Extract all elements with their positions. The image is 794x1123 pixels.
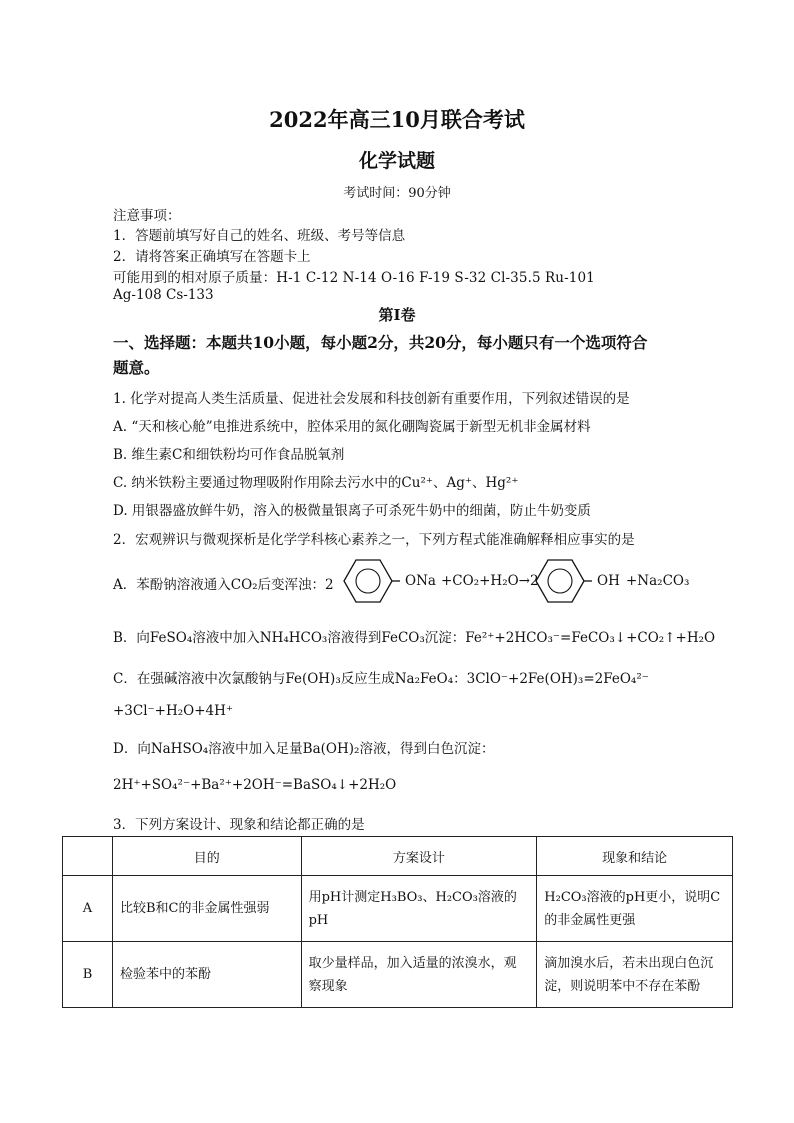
q2-option-d-line2: 2H⁺+SO₄²⁻+Ba²⁺+2OH⁻=BaSO₄↓+2H₂O — [113, 777, 397, 793]
atomic-mass-line-2: Ag-108 Cs-133 — [113, 287, 214, 303]
table-cell: 用pH计测定H₃BO₃、H₂CO₃溶液的pH — [301, 876, 537, 942]
q2-option-a-text: A．苯酚钠溶液通入CO₂后变浑浊：2 — [113, 577, 334, 593]
table-cell: A — [63, 876, 113, 942]
q1-option-a: A. “天和核心舱”电推进系统中，腔体采用的氮化硼陶瓷属于新型无机非金属材料 — [113, 419, 591, 435]
subject-title: 化学试题 — [358, 150, 435, 172]
q2-option-c-line1: C．在强碱溶液中次氯酸钠与Fe(OH)₃反应生成Na₂FeO₄：3ClO⁻+2Fe(OH)₃=2FeO₄²⁻ — [113, 671, 649, 687]
q3-table — [62, 836, 733, 1008]
table-header-cell — [63, 837, 113, 876]
q2-option-a-mid: +CO₂+H₂O→2 — [441, 573, 539, 589]
table-row — [63, 942, 733, 1008]
table-header-cell: 现象和结论 — [537, 837, 733, 876]
table-cell: 比较B和C的非金属性强弱 — [112, 876, 301, 942]
table-header-cell: 目的 — [112, 837, 301, 876]
q1-option-c: C. 纳米铁粉主要通过物理吸附作用除去污水中的Cu²⁺、Ag⁺、Hg²⁺ — [113, 475, 519, 491]
table-row — [63, 876, 733, 942]
q1-option-d: D. 用银器盛放鲜牛奶，溶入的极微量银离子可杀死牛奶中的细菌，防止牛奶变质 — [113, 503, 591, 519]
q2-option-a-oh: OH — [597, 573, 620, 589]
notice-heading: 注意事项： — [113, 208, 181, 224]
table-cell: H₂CO₃溶液的pH更小，说明C的非金属性更强 — [537, 876, 733, 942]
volume-heading: 第I卷 — [378, 306, 416, 324]
table-header-row — [63, 837, 733, 876]
table-cell: B — [63, 942, 113, 1008]
exam-title: 2022年高三10月联合考试 — [269, 107, 525, 132]
q2-stem: 2．宏观辨识与微观探析是化学学科核心素养之一，下列方程式能准确解释相应事实的是 — [113, 532, 635, 548]
q1-stem: 1. 化学对提高人类生活质量、促进社会发展和科技创新有重要作用，下列叙述错误的是 — [113, 391, 630, 407]
q2-option-a-end: +Na₂CO₃ — [626, 573, 690, 589]
q2-option-a-ona: ONa — [405, 573, 436, 589]
q2-option-c-line2: +3Cl⁻+H₂O+4H⁺ — [113, 703, 234, 719]
part1-instruction-2: 题意。 — [113, 358, 160, 377]
q2-option-d-line1: D．向NaHSO₄溶液中加入足量Ba(OH)₂溶液，得到白色沉淀： — [113, 741, 495, 757]
table-cell: 检验苯中的苯酚 — [112, 942, 301, 1008]
table-header-cell: 方案设计 — [301, 837, 537, 876]
benzene-ring-icon — [336, 556, 400, 606]
notice-item-2: 2．请将答案正确填写在答题卡上 — [113, 249, 311, 265]
q3-stem: 3．下列方案设计、现象和结论都正确的是 — [113, 817, 365, 833]
table-cell: 取少量样品，加入适量的浓溴水，观察现象 — [301, 942, 537, 1008]
table-cell: 滴加溴水后，若未出现白色沉淀，则说明苯中不存在苯酚 — [537, 942, 733, 1008]
atomic-mass-line-1: 可能用到的相对原子质量：H-1 C-12 N-14 O-16 F-19 S-32 Cl-35.5 Ru-101 — [113, 270, 595, 286]
benzene-ring-icon — [528, 556, 592, 606]
exam-time: 考试时间：90分钟 — [343, 186, 451, 201]
q1-option-b: B. 维生素C和细铁粉均可作食品脱氧剂 — [113, 447, 345, 463]
q2-option-b: B．向FeSO₄溶液中加入NH₄HCO₃溶液得到FeCO₃沉淀：Fe²⁺+2HCO₃⁻=FeCO₃↓+CO₂↑+H₂O — [113, 630, 716, 646]
notice-item-1: 1．答题前填写好自己的姓名、班级、考号等信息 — [113, 228, 406, 244]
part1-instruction-1: 一、选择题：本题共10小题，每小题2分，共20分，每小题只有一个选项符合 — [113, 333, 648, 352]
